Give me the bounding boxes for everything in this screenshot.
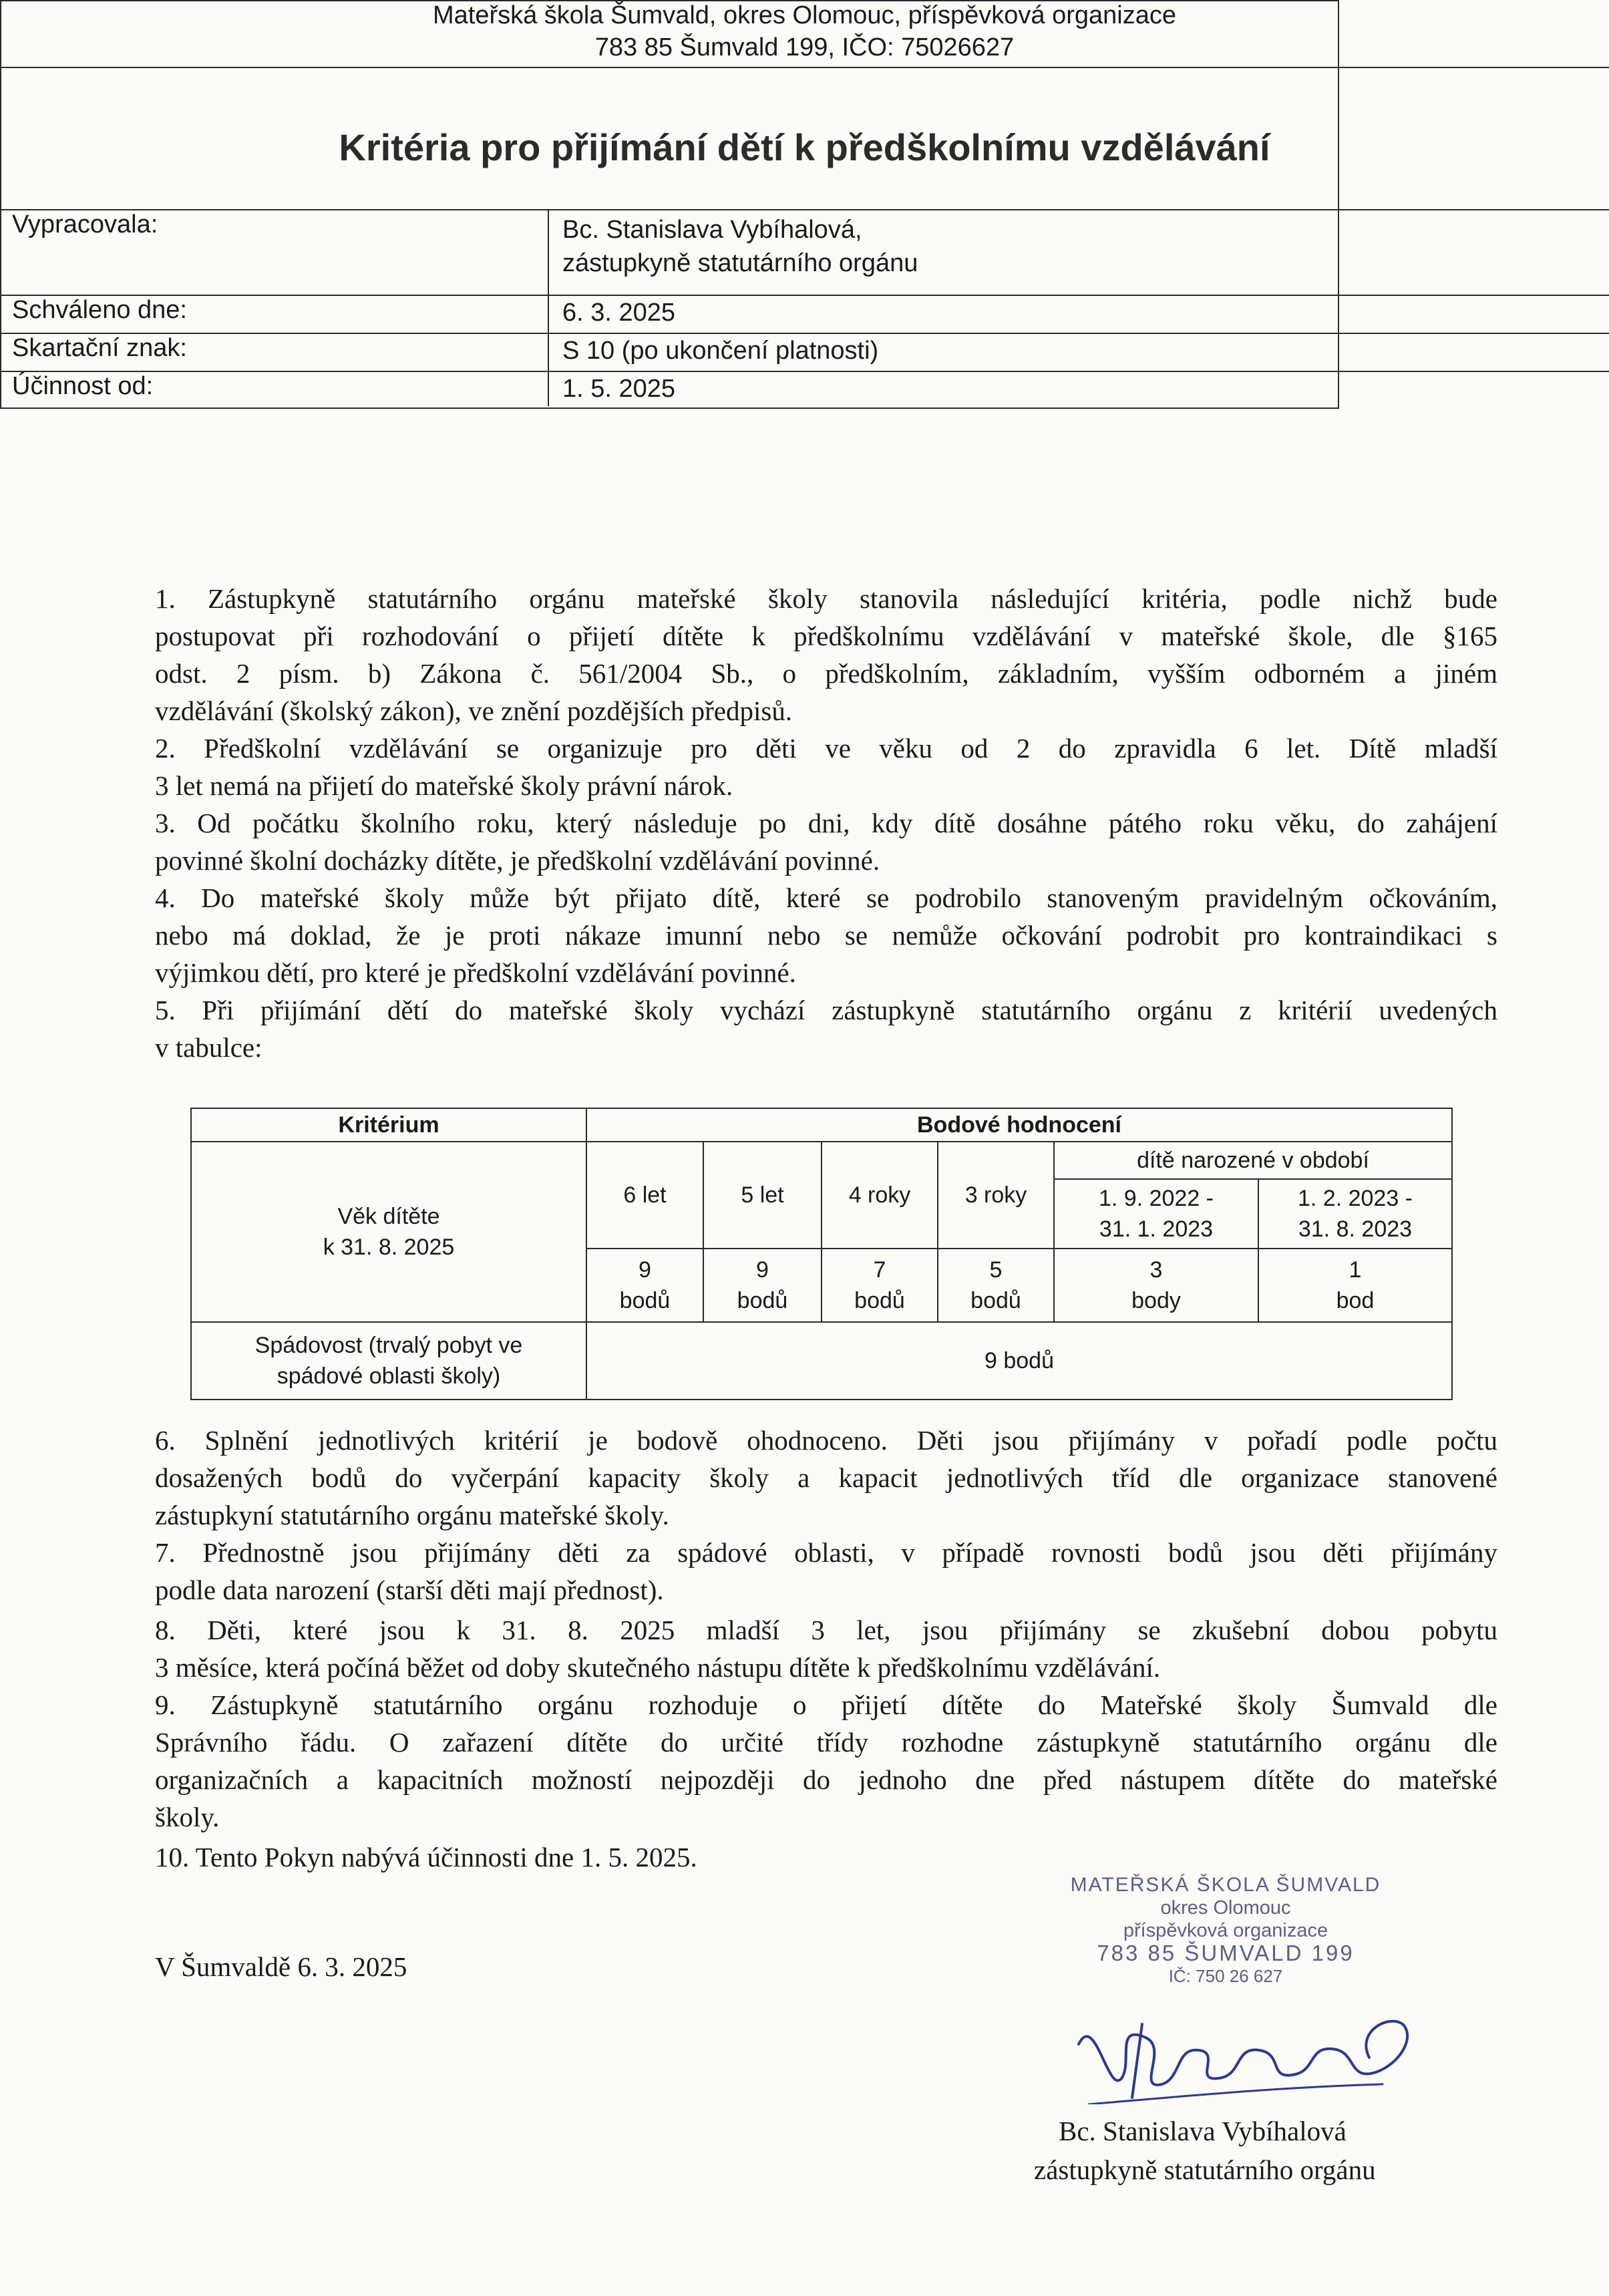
signer-role: zástupkyně statutárního orgánu — [1034, 2154, 1376, 2185]
paragraph-8 — [155, 1611, 1497, 1686]
points-number: 3 — [1149, 1257, 1163, 1283]
text-line: nebo má doklad, že je proti nákaze imunní nebo se nemůže očkování podrobit pro kontraindikaci s — [155, 920, 1497, 951]
meta-row-filing-code — [0, 333, 1609, 372]
meta-value: 6. 3. 2025 — [562, 299, 676, 327]
author-name: Bc. Stanislava Vybíhalová, — [562, 216, 862, 244]
text-line: organizačních a kapacitních možností nejpozději do jednoho dne před nástupem dítěte do mateřské — [155, 1764, 1497, 1795]
stamp-line: MATEŘSKÁ ŠKOLA ŠUMVALD — [1070, 1874, 1381, 1896]
period-2-end: 31. 8. 2023 — [1298, 1216, 1413, 1242]
text-line: 3 měsíce, která počíná běžet od doby skutečného nástupu dítěte k předškolnímu vzdělávání. — [155, 1652, 1161, 1683]
period-1-end: 31. 1. 2023 — [1099, 1216, 1214, 1242]
paragraph-10 — [155, 1838, 1497, 1876]
paragraph-5 — [155, 991, 1497, 1066]
paragraph-3 — [155, 804, 1497, 879]
text-line: dosažených bodů do vyčerpání kapacity školy a kapacit jednotlivých tříd dle organizace stanovené — [155, 1462, 1497, 1493]
text-line: výjimkou dětí, pro které je předškolní vzdělávání povinné. — [155, 957, 796, 988]
points-unit: bodů — [970, 1288, 1021, 1313]
text-line: odst. 2 písm. b) Zákona č. 561/2004 Sb., o předškolním, základním, vyšším odborném a jiném — [155, 658, 1497, 689]
text-line: 6. Splnění jednotlivých kritérií je bodově ohodnoceno. Děti jsou přijímány v pořadí podle počtu — [155, 1425, 1497, 1456]
meta-row-effective — [0, 371, 1609, 406]
points-number: 5 — [989, 1257, 1003, 1283]
points-unit: bodů — [854, 1288, 905, 1313]
meta-label: Účinnost od: — [12, 372, 154, 400]
text-line: podle data narození (starší děti mají přednost). — [155, 1575, 664, 1605]
catchment-label: spádové oblasti školy) — [277, 1363, 501, 1389]
author-role: zástupkyně statutárního orgánu — [562, 249, 918, 277]
meta-row-author — [0, 209, 1609, 296]
organization-row — [0, 0, 1609, 68]
text-line: 5. Při přijímání dětí do mateřské školy vychází zástupkyně statutárního orgánu z kritérií uvedených — [155, 995, 1497, 1025]
paragraph-2 — [155, 729, 1497, 804]
paragraph-4 — [155, 879, 1497, 991]
age-5: 5 let — [703, 1141, 821, 1248]
period-2 — [1258, 1178, 1451, 1248]
points-number: 7 — [873, 1257, 886, 1283]
signature — [1069, 1997, 1429, 2104]
age-4: 4 roky — [821, 1141, 937, 1248]
meta-label: Schváleno dne: — [12, 296, 187, 324]
header-criterion: Kritérium — [338, 1112, 439, 1138]
document-header — [0, 0, 1339, 409]
points-unit: body — [1131, 1288, 1181, 1313]
period-2-start: 1. 2. 2023 - — [1297, 1186, 1413, 1211]
text-line: v tabulce: — [155, 1032, 262, 1063]
points-unit: bod — [1336, 1288, 1375, 1313]
points-number: 9 — [756, 1257, 769, 1283]
period-1 — [1053, 1178, 1258, 1248]
points-cell — [937, 1248, 1053, 1321]
stamp-line: 783 85 ŠUMVALD 199 — [1097, 1941, 1355, 1965]
catchment-label: Spádovost (trvalý pobyt ve — [254, 1333, 523, 1358]
age-3: 3 roky — [937, 1141, 1053, 1248]
points-cell — [586, 1248, 703, 1321]
text-line: školy. — [155, 1802, 220, 1832]
text-line: 10. Tento Pokyn nabývá účinnosti dne 1. 5. 2025. — [155, 1842, 697, 1872]
points-cell — [821, 1248, 937, 1321]
meta-label: Vypracovala: — [12, 210, 158, 238]
age-date: k 31. 8. 2025 — [323, 1235, 455, 1260]
paragraph-7 — [155, 1534, 1497, 1609]
catchment-points: 9 bodů — [586, 1321, 1451, 1399]
points-cell — [1258, 1248, 1451, 1321]
text-line: 1. Zástupkyně statutárního orgánu mateřské školy stanovila následující kritéria, podle nichž bude — [155, 583, 1497, 614]
catchment-criterion-cell — [192, 1321, 586, 1399]
text-line: 3 let nemá na přijetí do mateřské školy právní nárok. — [155, 770, 733, 801]
points-number: 1 — [1349, 1257, 1362, 1283]
text-line: 2. Předškolní vzdělávání se organizuje pro děti ve věku od 2 do zpravidla 6 let. Dítě mladší — [155, 733, 1497, 764]
document-title: Kritéria pro přijímání dětí k předškolnímu vzdělávání — [339, 126, 1270, 168]
header-points: Bodové hodnocení — [586, 1109, 1451, 1141]
text-line: 8. Děti, které jsou k 31. 8. 2025 mladší 3 let, jsou přijímány se zkušební dobou pobytu — [155, 1615, 1497, 1645]
meta-value: S 10 (po ukončení platnosti) — [562, 337, 879, 365]
text-line: postupovat při rozhodování o přijetí dítěte k předškolnímu vzdělávání v mateřské škole, dle §165 — [155, 621, 1497, 651]
points-unit: bodů — [619, 1288, 671, 1313]
points-number: 9 — [639, 1257, 651, 1283]
paragraph-6 — [155, 1422, 1497, 1534]
text-line: Správního řádu. O zařazení dítěte do určité třídy rozhodne zástupkyně statutárního orgánu dle — [155, 1727, 1497, 1758]
paragraph-1 — [155, 580, 1497, 729]
meta-label: Skartační znak: — [12, 334, 187, 362]
points-cell — [1053, 1248, 1258, 1321]
text-line: 4. Do mateřské školy může být přijato dítě, které se podrobilo stanoveným pravidelným očkováním, — [155, 882, 1497, 913]
organization-address: 783 85 Šumvald 199, IČO: 75026627 — [594, 33, 1015, 61]
place-date: V Šumvaldě 6. 3. 2025 — [155, 1951, 407, 1982]
points-unit: bodů — [737, 1288, 788, 1313]
stamp-line: IČ: 750 26 627 — [1168, 1966, 1283, 1986]
meta-row-approved — [0, 295, 1609, 334]
age-criterion-cell — [192, 1141, 586, 1321]
text-line: 9. Zástupkyně statutárního orgánu rozhoduje o přijetí dítěte do Mateřské školy Šumvald dle — [155, 1689, 1497, 1720]
text-line: 3. Od počátku školního roku, který následuje po dni, kdy dítě dosáhne pátého roku věku, do zahájení — [155, 808, 1497, 838]
text-line: vzdělávání (školský zákon), ve znění pozdějších předpisů. — [155, 695, 793, 726]
points-cell — [703, 1248, 821, 1321]
period-1-start: 1. 9. 2022 - — [1098, 1186, 1214, 1211]
signer-name: Bc. Stanislava Vybíhalová — [1059, 2116, 1347, 2146]
title-row — [0, 67, 1609, 210]
text-line: zástupkyní statutárního orgánu mateřské školy. — [155, 1500, 669, 1530]
school-stamp — [1039, 1874, 1413, 1987]
born-in-period-header: dítě narozené v období — [1053, 1141, 1451, 1178]
meta-value: 1. 5. 2025 — [562, 375, 676, 403]
stamp-line: okres Olomouc — [1160, 1897, 1291, 1919]
organization-name: Mateřská škola Šumvald, okres Olomouc, příspěvková organizace — [432, 1, 1177, 29]
age-6: 6 let — [586, 1141, 703, 1248]
meta-value — [562, 213, 918, 280]
criteria-table — [190, 1108, 1453, 1400]
age-label: Věk dítěte — [337, 1204, 440, 1229]
text-line: povinné školní docházky dítěte, je předškolní vzdělávání povinné. — [155, 845, 880, 876]
text-line: 7. Přednostně jsou přijímány děti za spádové oblasti, v případě rovnosti bodů jsou děti přijímány — [155, 1537, 1497, 1568]
stamp-line: příspěvková organizace — [1123, 1920, 1328, 1941]
paragraph-9 — [155, 1686, 1497, 1836]
